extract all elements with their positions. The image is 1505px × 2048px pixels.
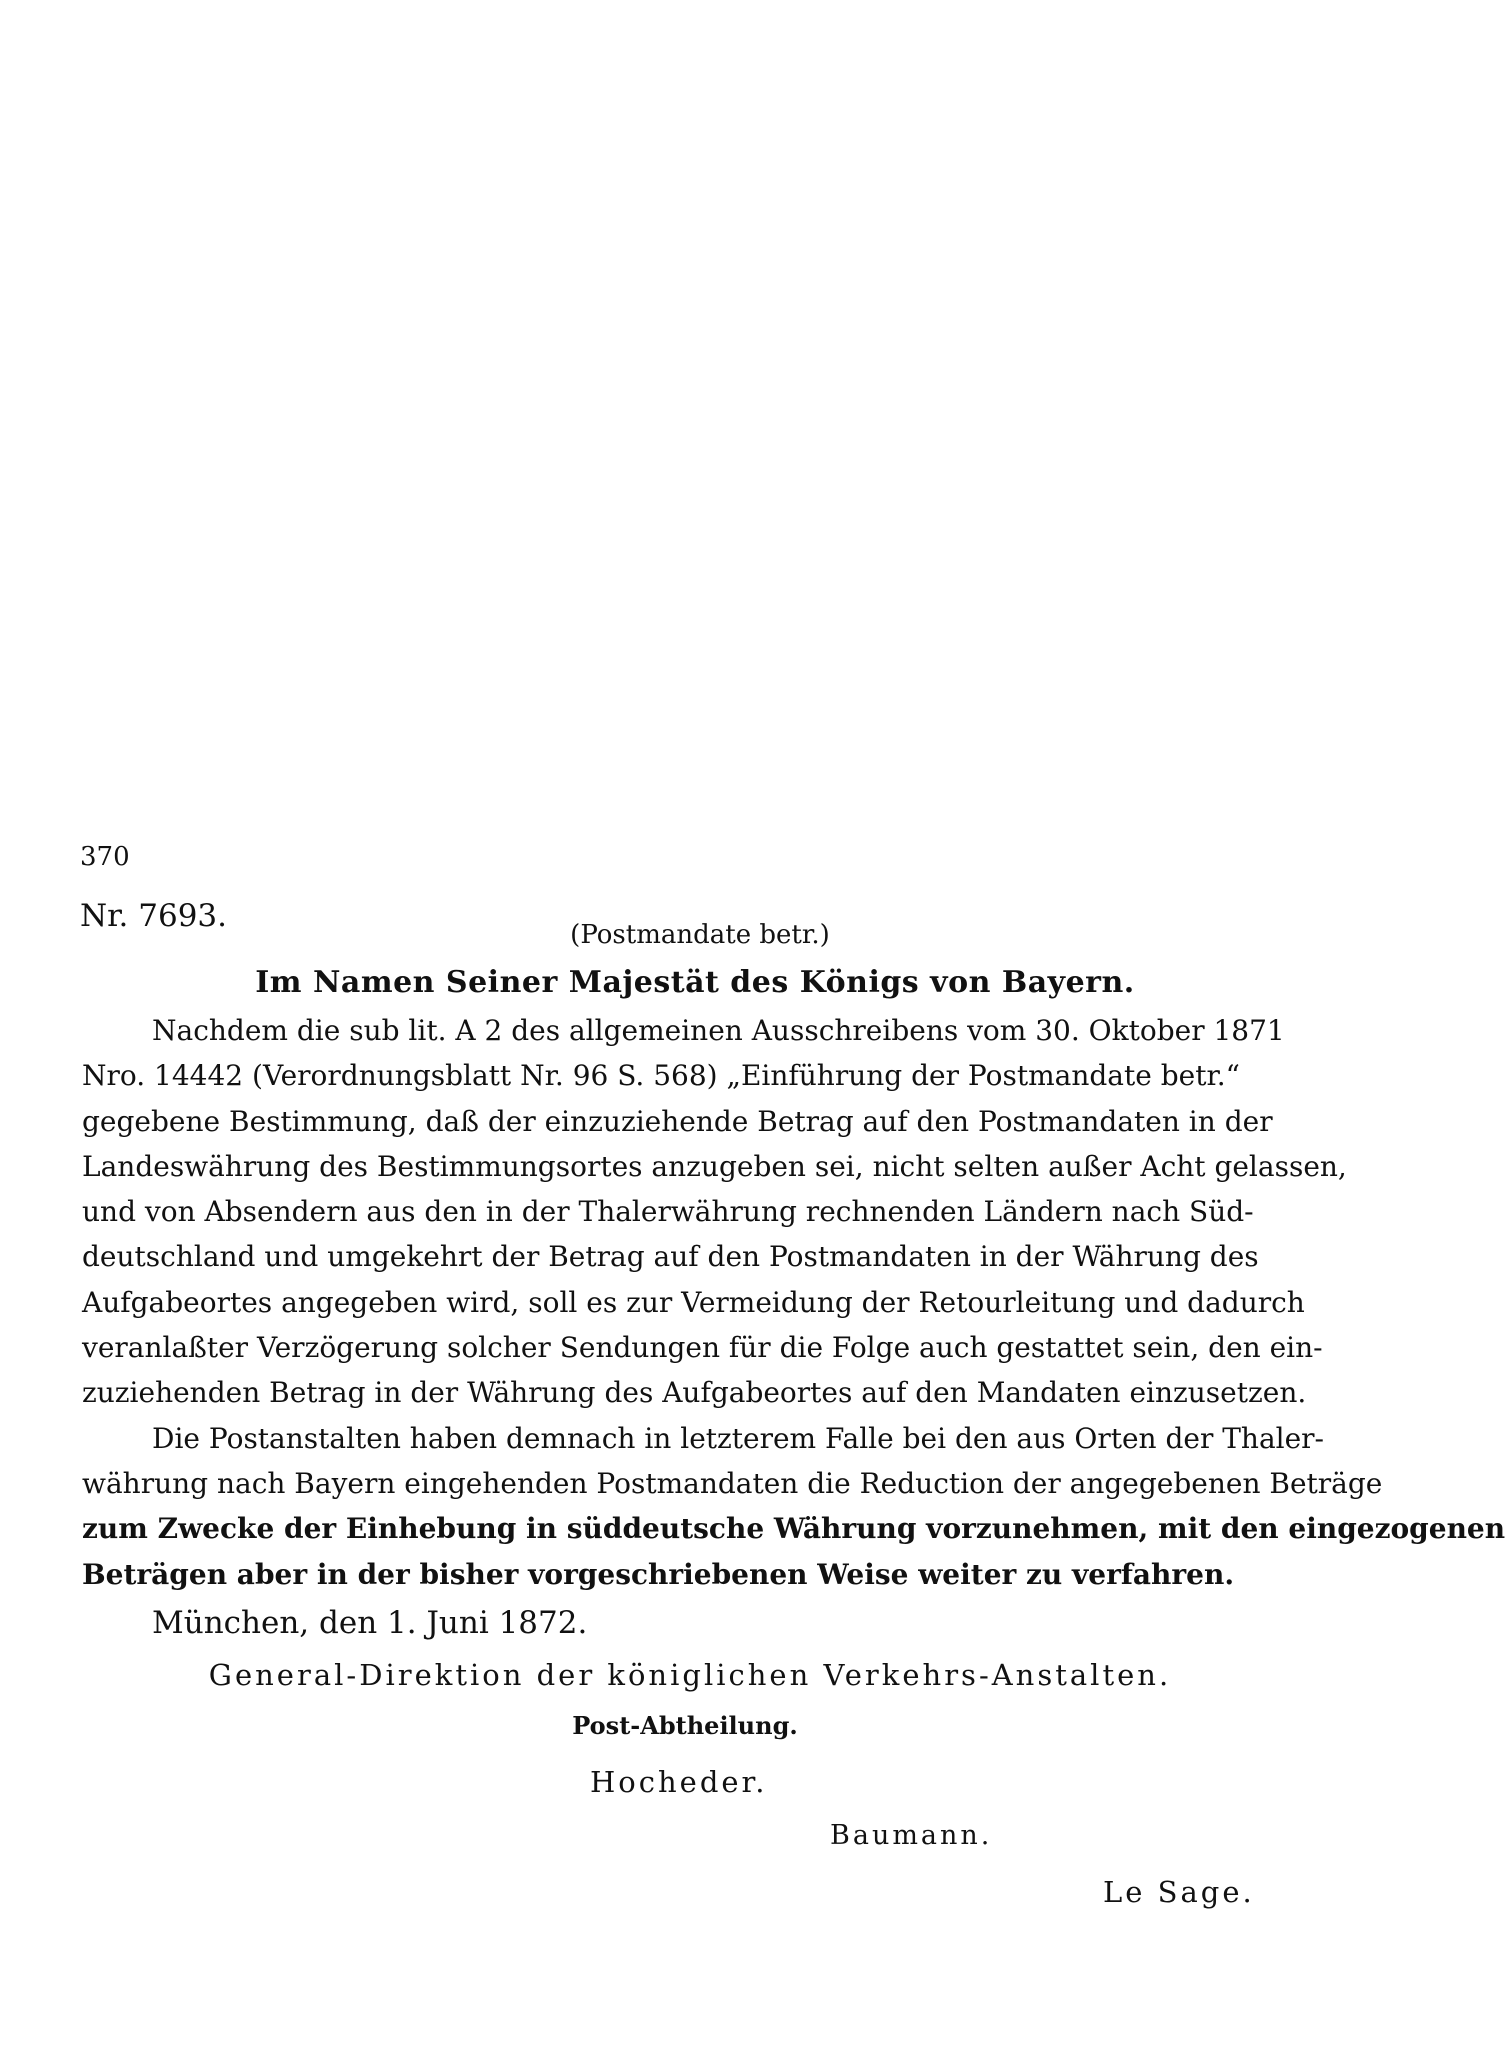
body-line: gegebene Bestimmung, daß der einzuziehende Betrag auf den Postmandaten in der [82,1104,1273,1138]
department-line: Post-Abtheilung. [572,1711,798,1740]
body-line: zum Zwecke der Einhebung in süddeutsche Währung vorzunehmen, mit den eingezogenen [82,1512,1505,1546]
body-line: Aufgabeortes angegeben wird, soll es zur Vermeidung der Retourleitung und dadurch [82,1285,1305,1319]
decree-body [82,1008,1505,1597]
body-line: Beträgen aber in der bisher vorgeschriebenen Weise weiter zu verfahren. [82,1557,1235,1591]
page-number: 370 [80,842,130,872]
body-line: und von Absendern aus den in der Thalerwährung rechnenden Ländern nach Süd- [82,1195,1254,1229]
body-line: Nachdem die sub lit. A 2 des allgemeinen Ausschreibens vom 30. Oktober 1871 [152,1014,1285,1047]
signature-baumann: Baumann. [830,1820,993,1851]
body-line: zuziehenden Betrag in der Währung des Aufgabeortes auf den Mandaten einzusetzen. [82,1376,1307,1410]
body-line: Nro. 14442 (Verordnungsblatt Nr. 96 S. 568) „Einführung der Postmandate betr.“ [82,1059,1240,1093]
signature-le-sage: Le Sage. [1103,1875,1255,1909]
decree-heading: Im Namen Seiner Majestät des Königs von Bayern. [255,965,1135,1000]
subject-line: (Postmandate betr.) [570,920,830,950]
body-line: veranlaßter Verzögerung solcher Sendungen für die Folge auch gestattet sein, den ein- [82,1331,1323,1365]
issuing-authority: General-Direktion der königlichen Verkehrs-Anstalten. [208,1658,1172,1692]
body-line: deutschland und umgekehrt der Betrag auf den Postmandaten in der Währung des [82,1240,1259,1274]
signature-hocheder: Hocheder. [590,1765,768,1799]
body-line: Die Postanstalten haben demnach in letzterem Falle bei den aus Orten der Thaler- [152,1421,1325,1455]
date-line: München, den 1. Juni 1872. [152,1605,588,1641]
body-line: Landeswährung des Bestimmungsortes anzugeben sei, nicht selten außer Acht gelassen, [82,1149,1347,1183]
document-number: Nr. 7693. [80,898,227,934]
body-line: währung nach Bayern eingehenden Postmandaten die Reduction der angegebenen Beträge [82,1466,1383,1500]
